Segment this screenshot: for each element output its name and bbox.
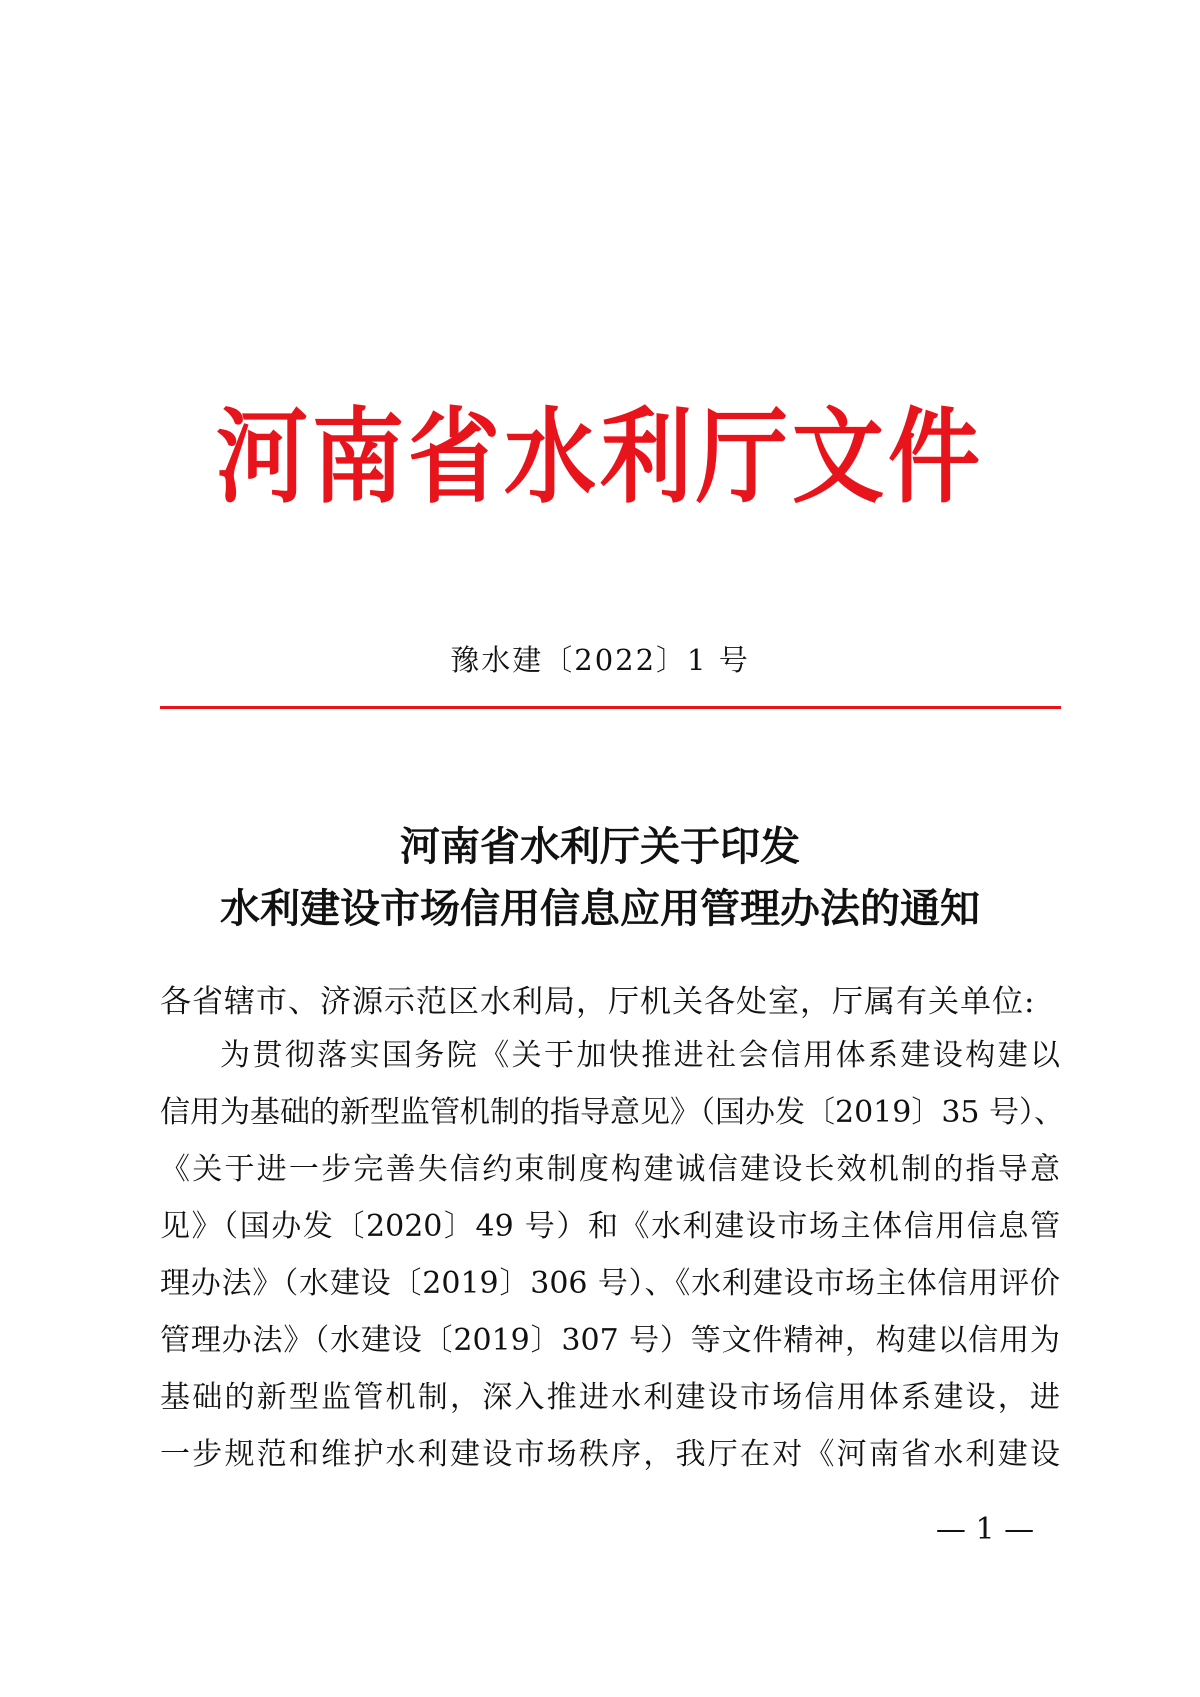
body-line-5: 理办法》（水建设〔2019〕306 号）、《水利建设市场主体信用评价 — [160, 1266, 1060, 1301]
page-number: — 1 — — [935, 1512, 1035, 1547]
title-line-1: 河南省水利厅关于印发 — [400, 824, 800, 870]
document-title — [0, 816, 1200, 940]
document-masthead: 河南省水利厅文件 — [215, 396, 984, 518]
body-line-7: 基础的新型监管机制，深入推进水利建设市场信用体系建设，进 — [160, 1380, 1060, 1415]
addressee-line: 各省辖市、济源示范区水利局，厅机关各处室，厅属有关单位: — [160, 984, 1036, 1020]
body-line-2: 信用为基础的新型监管机制的指导意见》（国办发〔2019〕35 号）、 — [160, 1095, 1065, 1130]
red-separator-line — [160, 706, 1061, 709]
body-line-4: 见》（国办发〔2020〕49 号）和《水利建设市场主体信用信息管 — [160, 1209, 1060, 1244]
title-line-2: 水利建设市场信用信息应用管理办法的通知 — [220, 886, 980, 932]
body-line-1: 为贯彻落实国务院《关于加快推进社会信用体系建设构建以 — [220, 1038, 1060, 1073]
body-line-3: 《关于进一步完善失信约束制度构建诚信建设长效机制的指导意 — [160, 1152, 1060, 1187]
body-line-6: 管理办法》（水建设〔2019〕307 号）等文件精神，构建以信用为 — [160, 1323, 1060, 1358]
document-number: 豫水建〔2022〕1 号 — [450, 643, 750, 677]
body-line-8: 一步规范和维护水利建设市场秩序，我厅在对《河南省水利建设 — [160, 1437, 1060, 1472]
